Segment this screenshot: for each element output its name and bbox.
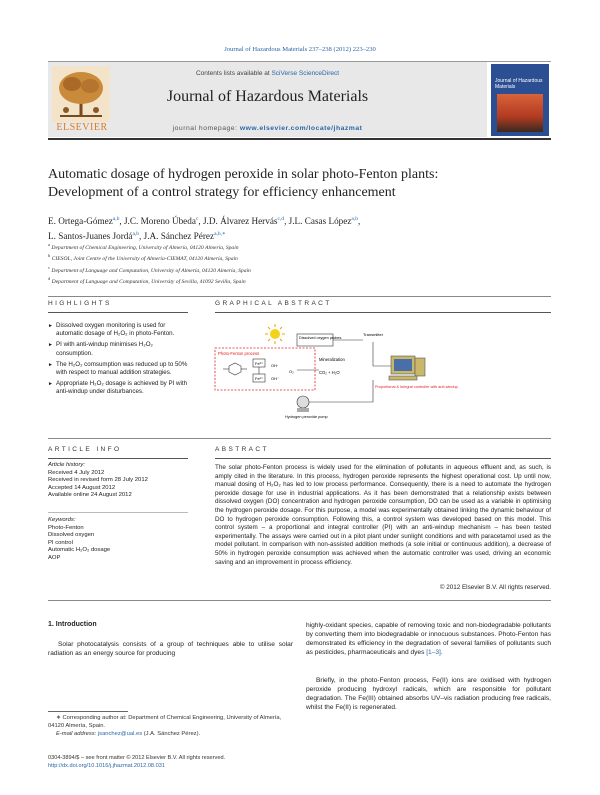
highlight-text: Dissolved oxygen monitoring is used for automatic dosage of H₂O₂ in photo-Fenton. <box>56 322 175 338</box>
computer-icon <box>389 356 425 380</box>
graphical-abstract-rule <box>215 312 551 313</box>
author-sep: , <box>284 216 289 227</box>
author-affil-sup[interactable]: a,b <box>112 216 120 222</box>
fe2-label: Fe²⁺ <box>255 376 264 381</box>
affiliation-sup: d <box>48 275 51 281</box>
highlights-heading: HIGHLIGHTS <box>48 300 112 307</box>
introduction-heading: 1. Introduction <box>48 621 97 628</box>
cover-title: Journal of Hazardous Materials <box>495 78 543 90</box>
o2-label: O₂ <box>289 369 294 374</box>
footnote-rule <box>48 711 128 712</box>
abstract-copyright: © 2012 Elsevier B.V. All rights reserved. <box>439 584 551 591</box>
keyword-item: Dissolved oxygen <box>48 532 95 539</box>
author-affil-sup[interactable]: a,b <box>351 216 358 222</box>
abstract-heading: ABSTRACT <box>215 446 269 453</box>
keywords-label: Keywords: <box>48 517 76 523</box>
author-name: E. Ortega-Gómez <box>48 216 113 227</box>
author-sep: , <box>119 216 124 227</box>
affiliation-item <box>48 241 548 252</box>
section-divider <box>48 296 551 297</box>
author-name: J.A. Sánchez Pérez <box>143 231 215 242</box>
history-item: Received 4 July 2012 <box>48 469 105 476</box>
corresponding-footnote <box>48 715 293 738</box>
keywords-block <box>48 517 188 563</box>
abstract-body: The solar photo-Fenton process is widely used for the elimination of pollutants in aqueous effluent and, as such, is amply cited in the literature. In this process, hydrogen peroxide represents the highest operational cost. Up until now, manual dosing of H₂O₂ has led to low process performance. Consequently, there is a need to automate the hydrogen peroxide dosage for use in industrial applications. As it has been demonstrated that a relationship exists between dissolved oxygen (DO) concentration and hydrogen peroxide consumption, DO can be used as a variable in optimising the hydrogen peroxide dosage. For this purpose, a model was experimentally obtained linking the dynamic behaviour of DO to hydrogen peroxide consumption. Following this, a control system was developed based on this model. This control system – a proportional and integral controller (PI) with an anti-windup mechanism – has been tested experimentally. The assays were carried out in a pilot plant under sunlight conditions and with paracetamol used as the model pollutant. In comparison with non-assisted addition methods (a sole initial or continuous addition), a decrease of 50% in hydrogen peroxide consumption was achieved when the automatic controller was used, driving an economic saving and an improvement in process efficiency. <box>215 464 551 566</box>
photo-fenton-label: Photo-Fenton process <box>218 351 260 356</box>
article-info-heading: ARTICLE INFO <box>48 446 122 453</box>
homepage-url-link[interactable]: www.elsevier.com/locate/jhazmat <box>239 125 363 132</box>
keyword-item: Automatic H₂O₂ dosage <box>48 547 111 554</box>
author-sep: , <box>139 231 144 242</box>
triangle-bullet-icon: ► <box>48 323 53 329</box>
transmitter-label: Transmitter <box>363 332 384 337</box>
intro-right-paragraph-2: Briefly, in the photo-Fenton process, Fe(II) ions are oxidised with hydrogen peroxide producing hydroxyl radicals, which are responsible for pollutant degradation. The Fe(III) obtained absorbs UV–vis radiation producing free radicals, whilst the Fe(II) is regenerated. <box>306 677 551 711</box>
author-affil-sup[interactable]: a,b <box>132 231 140 238</box>
author-affil-sup[interactable]: a,b,∗ <box>214 231 226 238</box>
co2-label: CO₂ + H₂O <box>319 370 340 375</box>
fe3-label: Fe³⁺ <box>255 361 264 366</box>
intro-left-paragraph: Solar photocatalysis consists of a group of techniques able to utilise solar radiation as an energy source for producing <box>48 641 293 657</box>
section-divider <box>48 438 551 439</box>
history-label: Article history: <box>48 462 85 468</box>
affiliation-text: Department of Language and Computation, University of Sevilla, 41092 Sevilla, Spain <box>51 278 246 285</box>
affiliation-list <box>48 241 548 286</box>
affiliation-text: Department of Language and Computation, University of Almería, 04120 Almería, Spain <box>51 267 251 274</box>
corresponding-text: ∗ Corresponding author at: Department of Chemical Engineering, University of Almería, 04120 Almería, Spain. <box>48 715 282 729</box>
do-probe-label: Dissolved oxygen probes <box>299 336 342 340</box>
journal-citation-line[interactable]: Journal of Hazardous Materials 237–238 (2012) 223–230 <box>224 46 376 53</box>
email-suffix: (J.A. Sánchez Pérez). <box>142 730 201 737</box>
page-footer <box>48 755 298 770</box>
history-item: Accepted 14 August 2012 <box>48 484 116 491</box>
history-item: Received in revised form 28 July 2012 <box>48 477 148 484</box>
affiliation-sup: b <box>48 253 51 259</box>
contents-prefix: Contents lists available at <box>195 70 272 77</box>
molecule-icon <box>223 363 247 375</box>
pump-icon <box>297 396 309 412</box>
email-label: E-mail address: <box>56 730 98 737</box>
highlight-item <box>48 341 188 358</box>
triangle-bullet-icon: ► <box>48 342 53 349</box>
author-affil-sup[interactable]: c,d <box>277 216 285 222</box>
sun-icon <box>265 324 285 344</box>
affiliation-item <box>48 252 548 263</box>
cover-image <box>497 94 543 132</box>
title-line-1: Automatic dosage of hydrogen peroxide in solar photo-Fenton plants: <box>48 167 439 182</box>
mineralization-label: Mineralization <box>319 357 345 362</box>
highlight-text: PI with anti-windup minimises H₂O₂ consumption. <box>56 341 153 357</box>
author-name: J.L. Casas López <box>288 216 352 227</box>
author-name: L. Santos-Juanes Jordá <box>48 231 133 242</box>
oh-radical-label: OH· <box>271 363 279 368</box>
contents-availability <box>48 70 487 77</box>
title-line-2: Development of a control strategy for efficiency enhancement <box>48 185 396 200</box>
header-bottom-rule <box>48 138 551 140</box>
issn-line: 0304-3894/$ – see front matter © 2012 Elsevier B.V. All rights reserved. <box>48 755 226 761</box>
article-title <box>48 166 548 202</box>
controller-label: Proportional & Integral controller with anti-windup <box>375 385 458 389</box>
info-divider <box>48 512 188 513</box>
abstract-rule <box>215 458 551 459</box>
author-name: J.C. Moreno Úbeda <box>123 216 196 227</box>
intro-text: highly-oxidant species, capable of removing toxic and non-biodegradable pollutants by converting them into biodegradable or innocuous substances. Photo-Fenton has demonstrated its efficiency in the degradation of several families of pollutants such as pesticides, pharmaceuticals and dyes <box>306 622 551 656</box>
highlight-text: The H₂O₂ comsumption was reduced up to 50% with respect to manual addition strategies. <box>56 360 188 377</box>
affiliation-sup: c <box>48 264 50 270</box>
graphical-abstract-heading: GRAPHICAL ABSTRACT <box>215 300 332 307</box>
triangle-bullet-icon: ► <box>48 361 53 368</box>
journal-title: Journal of Hazardous Materials <box>166 88 369 105</box>
journal-homepage <box>48 125 487 132</box>
author-affil-sup[interactable]: c <box>195 216 199 222</box>
sciencedirect-link[interactable]: SciVerse ScienceDirect <box>271 70 340 77</box>
highlights-rule <box>48 312 188 313</box>
article-info-rule <box>48 458 188 459</box>
article-history <box>48 462 188 500</box>
author-line-1 <box>48 213 548 228</box>
doi-link[interactable]: http://dx.doi.org/10.1016/j.jhazmat.2012.08.031 <box>48 762 165 769</box>
author-sep: , <box>198 216 203 227</box>
control-wire <box>309 380 373 402</box>
highlight-item <box>48 322 188 339</box>
email-line <box>48 731 293 739</box>
highlight-item <box>48 361 188 378</box>
affiliation-sup: a <box>48 242 50 247</box>
author-name: J.D. Álvarez Hervás <box>202 216 278 227</box>
intro-right-paragraph-1 <box>306 621 551 657</box>
section-divider <box>48 600 551 601</box>
keyword-item: PI control <box>48 539 73 546</box>
affiliation-item <box>48 264 548 275</box>
affiliation-item <box>48 275 548 286</box>
pump-label: Hydrogen peroxide pump <box>285 415 328 419</box>
homepage-label: journal homepage: <box>172 125 240 132</box>
keyword-item: Photo-Fenton <box>48 524 84 531</box>
email-link[interactable]: jsanchez@ual.es <box>97 730 143 737</box>
highlight-text: Appropriate H₂O₂ dosage is achieved by PI with anti-windup under disturbances. <box>56 379 188 396</box>
author-list <box>48 213 548 243</box>
affiliation-text: CIESOL, Joint Centre of the University of Almería-CIEMAT, 04120 Almería, Spain <box>51 256 238 263</box>
history-item: Available online 24 August 2012 <box>48 492 132 499</box>
citation-link[interactable]: [1–3] <box>426 649 441 656</box>
intro-text: . <box>440 649 443 656</box>
highlights-list <box>48 322 188 399</box>
affiliation-text: Department of Chemical Engineering, University of Almería, 04120 Almería, Spain <box>51 244 239 251</box>
elsevier-wordmark: ELSEVIER <box>56 122 108 133</box>
highlight-item <box>48 380 188 397</box>
keyword-item: AOP <box>48 554 61 561</box>
graphical-abstract-figure[interactable] <box>215 322 458 422</box>
triangle-bullet-icon: ► <box>48 380 53 387</box>
author-sep: , <box>358 216 361 227</box>
journal-cover-thumbnail[interactable] <box>491 64 549 136</box>
oh-ion-label: OH⁻ <box>271 376 280 381</box>
